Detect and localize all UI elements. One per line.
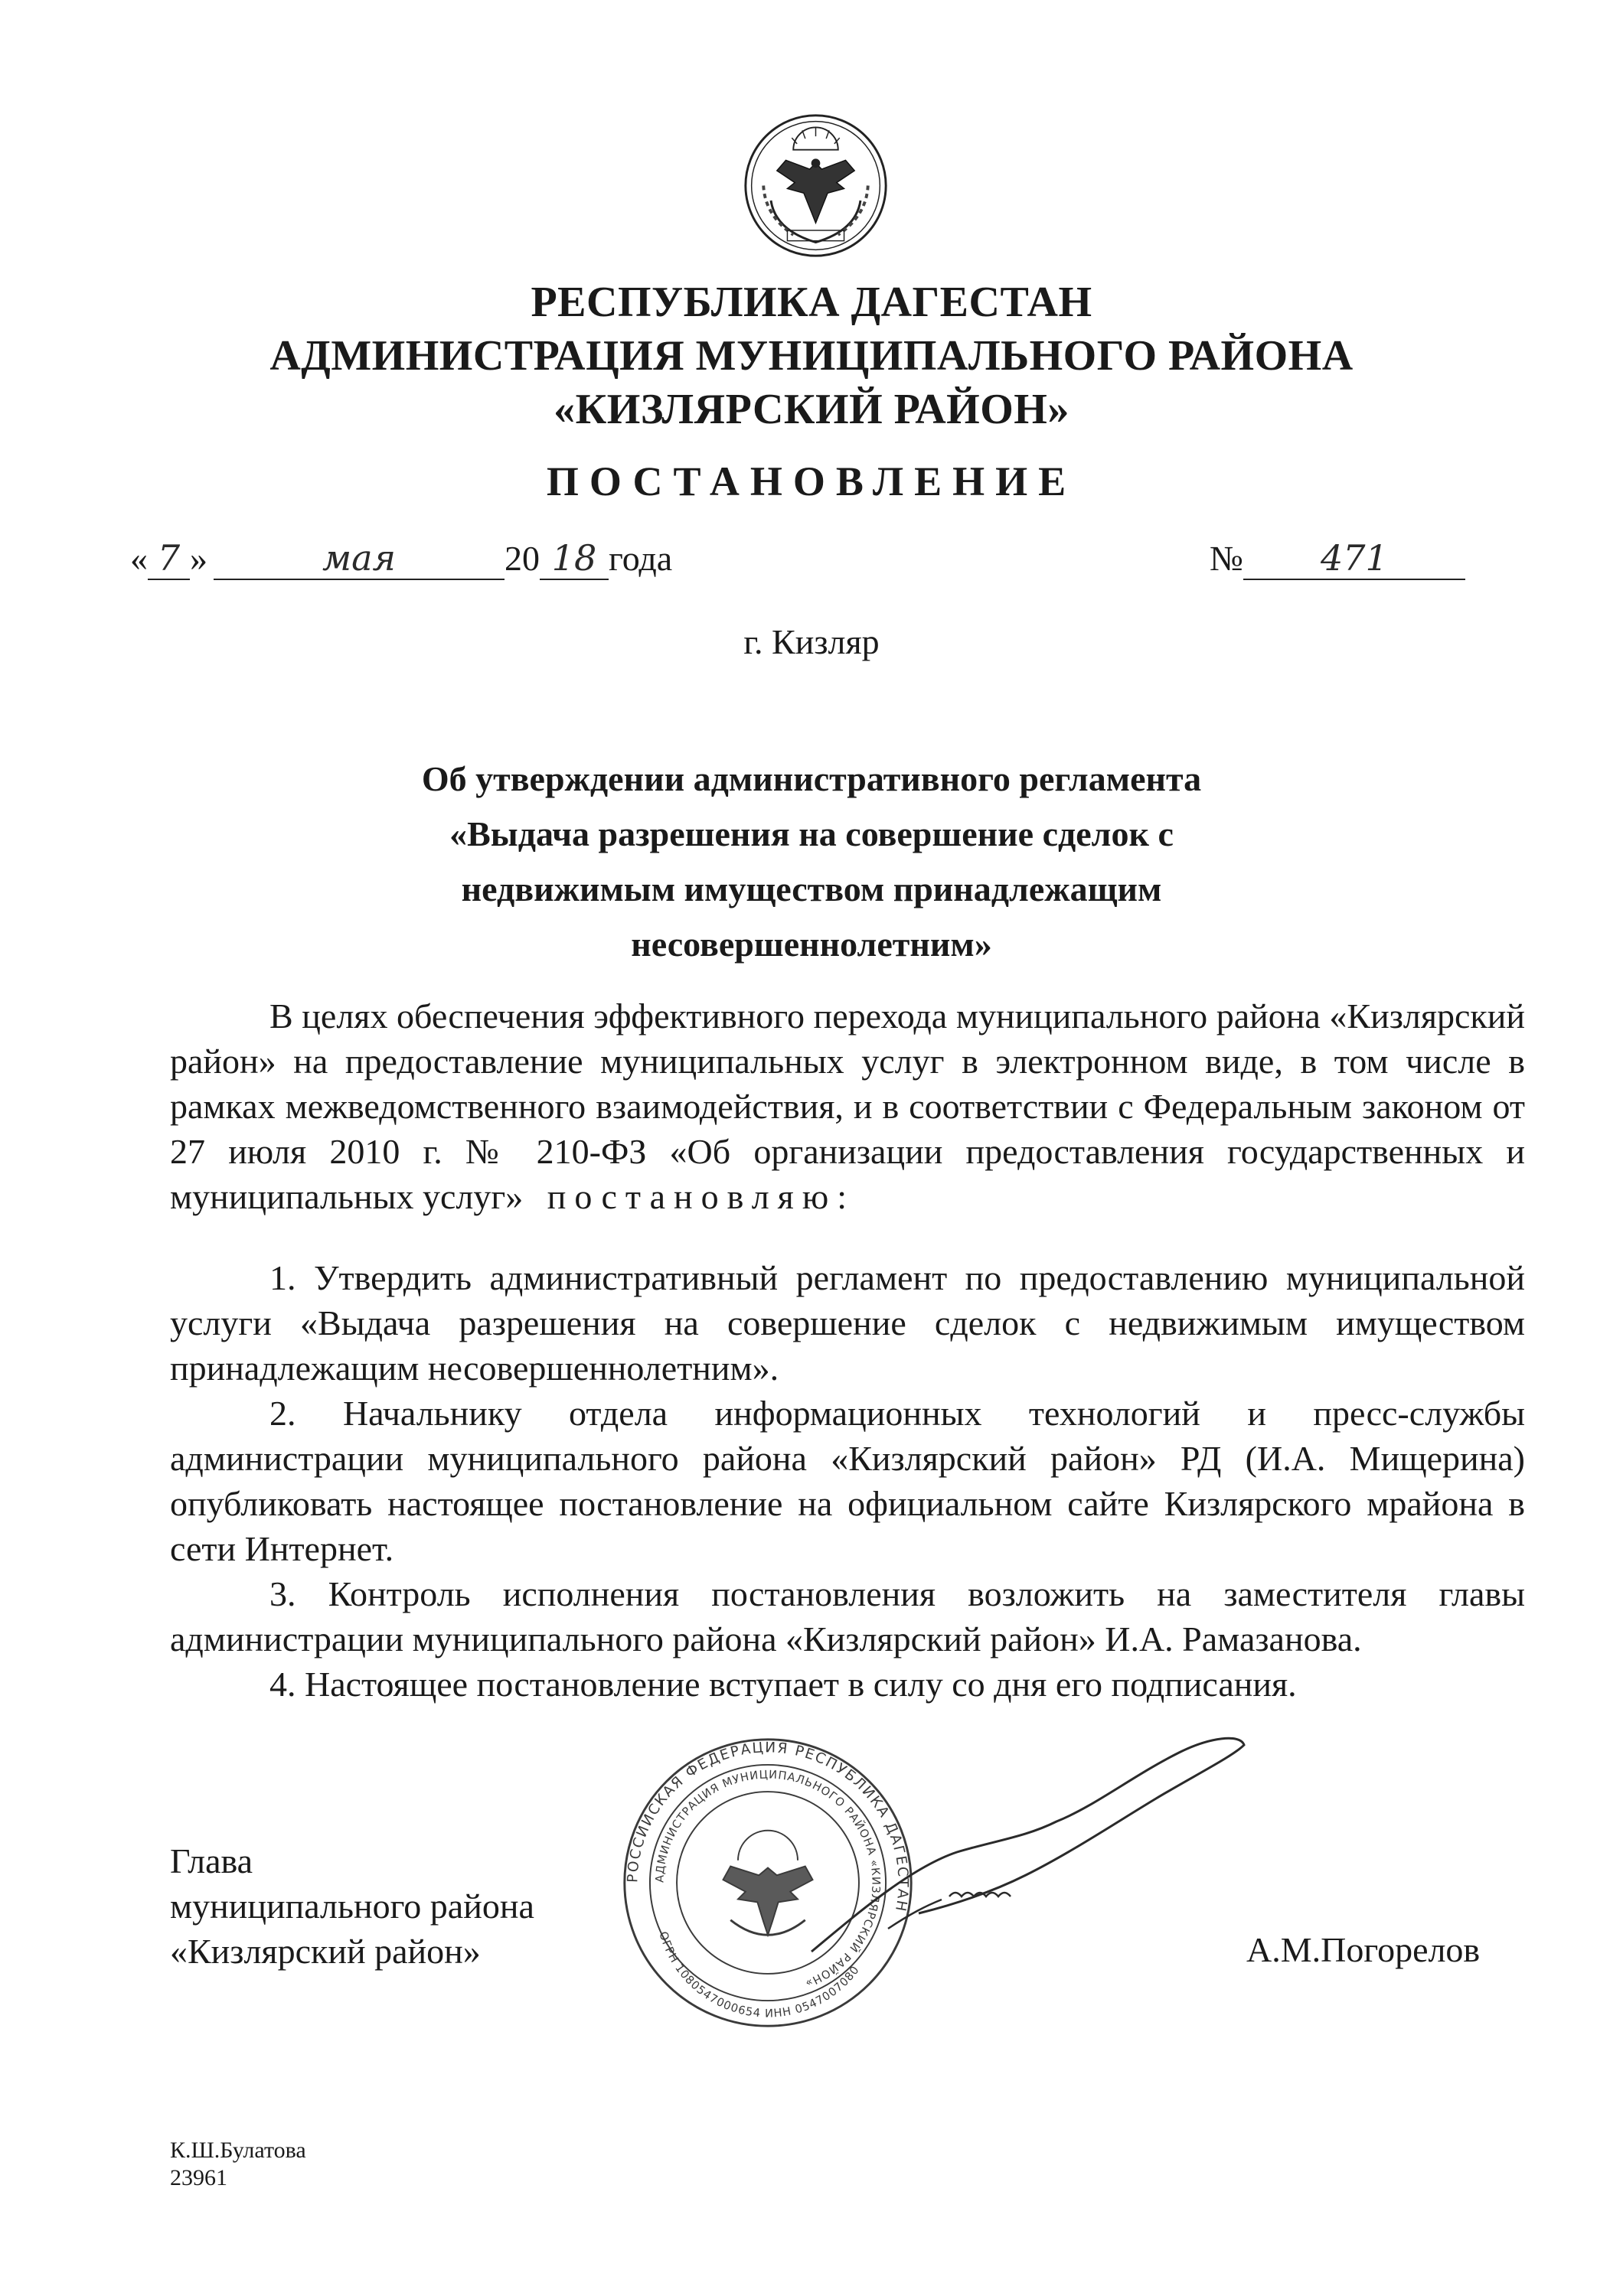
executor-info (170, 2137, 306, 2192)
item-number: 3. (269, 1574, 296, 1613)
date-year-prefix: 20 (505, 539, 540, 578)
list-item (170, 1255, 1525, 1391)
document-type: ПОСТАНОВЛЕНИЕ (546, 458, 1077, 504)
seal-inner-text: АДМИНИСТРАЦИЯ МУНИЦИПАЛЬНОГО РАЙОНА «КИЗЛЯРСКИЙ РАЙОН» (653, 1768, 883, 1991)
date-quote-open: « (130, 539, 148, 578)
signatory-name: А.М.Погорелов (1246, 1930, 1481, 1969)
item-text: Настоящее постановление вступает в силу со дня его подписания. (305, 1665, 1297, 1704)
header-line1: РЕСПУБЛИКА ДАГЕСТАН (531, 279, 1092, 326)
item-text: Контроль исполнения постановления возложить на заместителя главы администрации муниципального района «Кизлярский район» И.А. Рамазанова. (170, 1574, 1526, 1658)
item-text: Утвердить административный регламент по предоставлению муниципальной услуги «Выдача разрешения на совершение сделок с недвижимым имуществом принадлежащим несовершеннолетним». (170, 1258, 1525, 1388)
list-item (170, 1391, 1525, 1571)
item-number: 4. (269, 1665, 296, 1704)
header-region (0, 276, 1623, 436)
list-item (170, 1662, 1525, 1707)
title-line1: Об утверждении административного регламента (421, 759, 1202, 798)
date-quote-close: » (190, 539, 207, 578)
preamble (170, 993, 1525, 1219)
item-text: Начальнику отдела информационных технологий и пресс-службы администрации муниципального района «Кизлярский район» РД (И.А. Мищерина) опубликовать настоящее постановление на официальном сайте Кизлярского мрайона в сети Интернет. (170, 1394, 1526, 1568)
date-day: 7 (148, 537, 190, 580)
position-line2: муниципального района (170, 1887, 534, 1926)
title-line3: недвижимым имуществом принадлежащим (461, 869, 1162, 908)
seal-codes: ОГРН 1080547000654 ИНН 0547007080 (656, 1929, 863, 2020)
date-line (130, 537, 727, 580)
title-line4: несовершеннолетним» (631, 925, 992, 964)
position-line1: Глава (170, 1841, 253, 1880)
city: г. Кизляр (743, 622, 880, 661)
executor-phone: 23961 (170, 2165, 227, 2190)
handwritten-signature (796, 1722, 1256, 1975)
number-line (1210, 537, 1465, 580)
position-line3: «Кизлярский район» (170, 1932, 481, 1971)
executor-name: К.Ш.Булатова (170, 2138, 306, 2163)
coat-of-arms-emblem (741, 111, 890, 260)
item-number: 2. (269, 1394, 296, 1433)
title-line2: «Выдача разрешения на совершение сделок с (449, 814, 1174, 853)
header-line3: «КИЗЛЯРСКИЙ РАЙОН» (554, 386, 1069, 433)
document-number: 471 (1243, 537, 1465, 580)
header-line2: АДМИНИСТРАЦИЯ МУНИЦИПАЛЬНОГО РАЙОНА (269, 332, 1354, 380)
item-number: 1. (269, 1258, 296, 1297)
date-year-word: года (609, 539, 673, 578)
signatory-position (170, 1838, 534, 1974)
seal-outer-text: РОССИЙСКАЯ ФЕДЕРАЦИЯ РЕСПУБЛИКА ДАГЕСТАН (625, 1740, 911, 1914)
preamble-text: В целях обеспечения эффективного перехода муниципального района «Кизлярский район» на предоставление муниципальных услуг в электронном виде, в том числе в рамках межведомственного взаимодействия, и в соответствии с Федеральным законом от 27 июля 2010 г. № 210-ФЗ «Об организации предоставления государственных и муниципальных услуг» (170, 996, 1525, 1216)
number-label: № (1210, 539, 1243, 578)
date-year-suffix: 18 (540, 537, 609, 580)
decree-word: постановляю: (547, 1177, 855, 1216)
list-item (170, 1571, 1525, 1662)
document-title (153, 752, 1470, 972)
decree-items (170, 1255, 1525, 1707)
date-month: мая (214, 537, 505, 580)
